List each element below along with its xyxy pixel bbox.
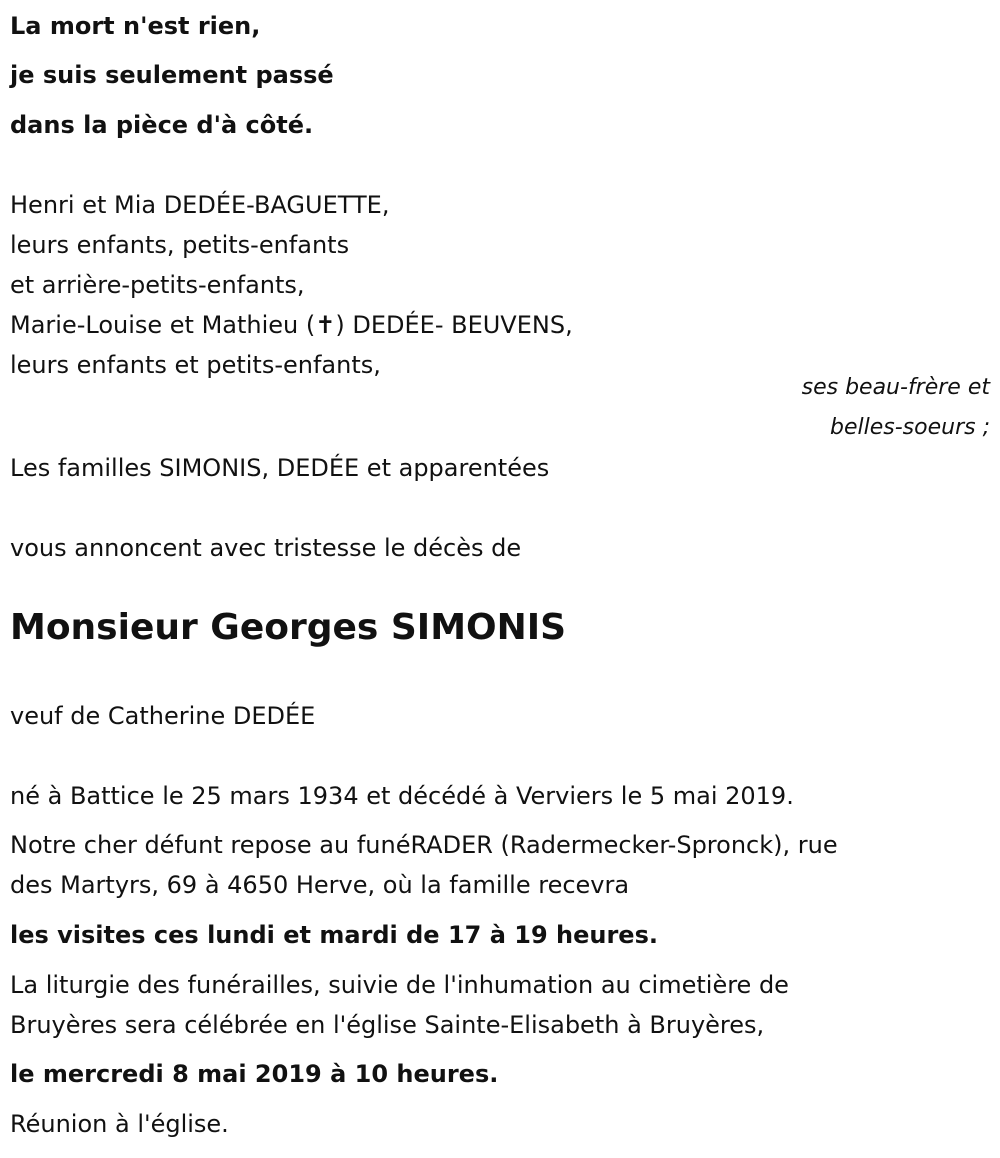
families-line: Les familles SIMONIS, DEDÉE et apparentées — [10, 454, 550, 482]
birth-death-line: né à Battice le 25 mars 1934 et décédé à Verviers le 5 mai 2019. — [10, 782, 794, 810]
rest-place-line-2: des Martyrs, 69 à 4650 Herve, où la famille recevra — [10, 871, 630, 899]
family-line-5: leurs enfants et petits-enfants, — [10, 351, 381, 379]
family-line-1: Henri et Mia DEDÉE-BAGUETTE, — [10, 191, 390, 219]
visits-line: les visites ces lundi et mardi de 17 à 19 heures. — [10, 921, 658, 949]
poem-line-3: dans la pièce d'à côté. — [10, 111, 314, 139]
family-line-3: et arrière-petits-enfants, — [10, 271, 305, 299]
liturgy-line-2: Bruyères sera célébrée en l'église Sainte-Elisabeth à Bruyères, — [10, 1011, 765, 1039]
side-note-line-2: belles-soeurs ; — [830, 415, 990, 440]
poem-line-2: je suis seulement passé — [10, 61, 334, 89]
family-line-2: leurs enfants, petits-enfants — [10, 231, 350, 259]
announce-line: vous annoncent avec tristesse le décès de — [10, 534, 522, 562]
family-line-4: Marie-Louise et Mathieu (✝) DEDÉE- BEUVENS, — [10, 311, 573, 339]
widower-line: veuf de Catherine DEDÉE — [10, 702, 316, 730]
liturgy-line-1: La liturgie des funérailles, suivie de l'inhumation au cimetière de — [10, 971, 789, 999]
meeting-line: Réunion à l'église. — [10, 1110, 229, 1138]
side-note-line-1: ses beau-frère et — [801, 375, 990, 400]
deceased-name: Monsieur Georges SIMONIS — [10, 607, 567, 648]
ceremony-date-line: le mercredi 8 mai 2019 à 10 heures. — [10, 1060, 499, 1088]
rest-place-line-1: Notre cher défunt repose au funéRADER (Radermecker-Spronck), rue — [10, 831, 838, 859]
poem-line-1: La mort n'est rien, — [10, 12, 261, 40]
